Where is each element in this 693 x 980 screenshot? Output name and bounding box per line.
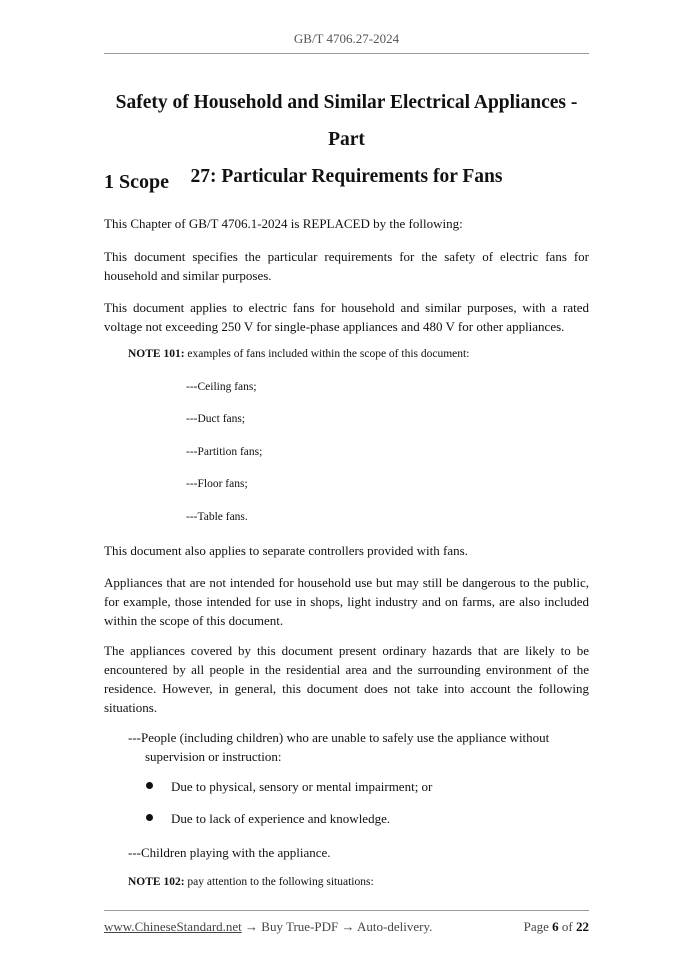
note-text: pay attention to the following situations: xyxy=(184,876,374,888)
paragraph: Appliances that are not intended for household use but may still be dangerous to the public, for example, those intended for use in shops, light industry and on farms, are also included within the scope of this document. xyxy=(104,575,589,628)
total-pages: 22 xyxy=(576,919,589,934)
title-line-2: 27: Particular Requirements for Fans xyxy=(190,166,503,187)
page-number xyxy=(524,919,589,935)
list-item: ---Duct fans; xyxy=(186,413,246,425)
bullet-item xyxy=(146,779,432,795)
paragraph: This document specifies the particular requirements for the safety of electric fans for household and similar purposes. xyxy=(104,249,589,283)
buy-text: Buy True-PDF xyxy=(258,919,342,934)
title-line-1: Safety of Household and Similar Electrical Appliances - Part xyxy=(115,92,578,150)
running-header: GB/T 4706.27-2024 xyxy=(293,31,400,46)
page-word: Page xyxy=(523,919,553,934)
site-link[interactable]: www.ChineseStandard.net xyxy=(104,919,242,934)
delivery-text: Auto-delivery. xyxy=(354,919,433,934)
paragraph: This Chapter of GB/T 4706.1-2024 is REPLACED by the following: xyxy=(104,216,463,231)
note-101 xyxy=(128,348,469,360)
list-item: ---Floor fans; xyxy=(186,478,248,490)
situation-people xyxy=(128,728,589,766)
section-heading: 1 Scope xyxy=(104,171,169,193)
note-label: NOTE 101: xyxy=(128,348,185,360)
footer-links xyxy=(104,919,432,935)
arrow-right-icon: → xyxy=(341,919,355,934)
paragraph: This document also applies to separate controllers provided with fans. xyxy=(104,543,468,558)
bullet-dot-icon xyxy=(146,814,153,821)
document-title xyxy=(100,84,593,195)
header-divider xyxy=(104,53,589,54)
situation-people-line1: ---People (including children) who are unable to safely use the appliance without xyxy=(128,730,550,745)
arrow-right-icon: → xyxy=(245,919,259,934)
paragraph: This document applies to electric fans for household and similar purposes, with a rated voltage not exceeding 250 V for single-phase appliances and 480 V for other appliances. xyxy=(104,300,589,334)
list-item: ---Partition fans; xyxy=(186,446,263,458)
situation-children: ---Children playing with the appliance. xyxy=(128,845,331,860)
list-item: ---Table fans. xyxy=(186,511,248,523)
bullet-text: Due to lack of experience and knowledge. xyxy=(171,811,391,826)
current-page: 6 xyxy=(552,919,559,934)
of-word: of xyxy=(558,919,576,934)
list-item: ---Ceiling fans; xyxy=(186,381,257,393)
bullet-item xyxy=(146,811,390,827)
bullet-text: Due to physical, sensory or mental impairment; or xyxy=(171,779,433,794)
paragraph: The appliances covered by this document present ordinary hazards that are likely to be encountered by all people in the residential area and the surrounding environment of the residence. However, in general, this document does not take into account the following situations. xyxy=(104,643,589,715)
bullet-dot-icon xyxy=(146,782,153,789)
note-102 xyxy=(128,876,374,888)
note-text: examples of fans included within the scope of this document: xyxy=(184,348,470,360)
note-label: NOTE 102: xyxy=(128,876,185,888)
footer-divider xyxy=(104,910,589,911)
situation-people-line2: supervision or instruction: xyxy=(145,749,282,764)
